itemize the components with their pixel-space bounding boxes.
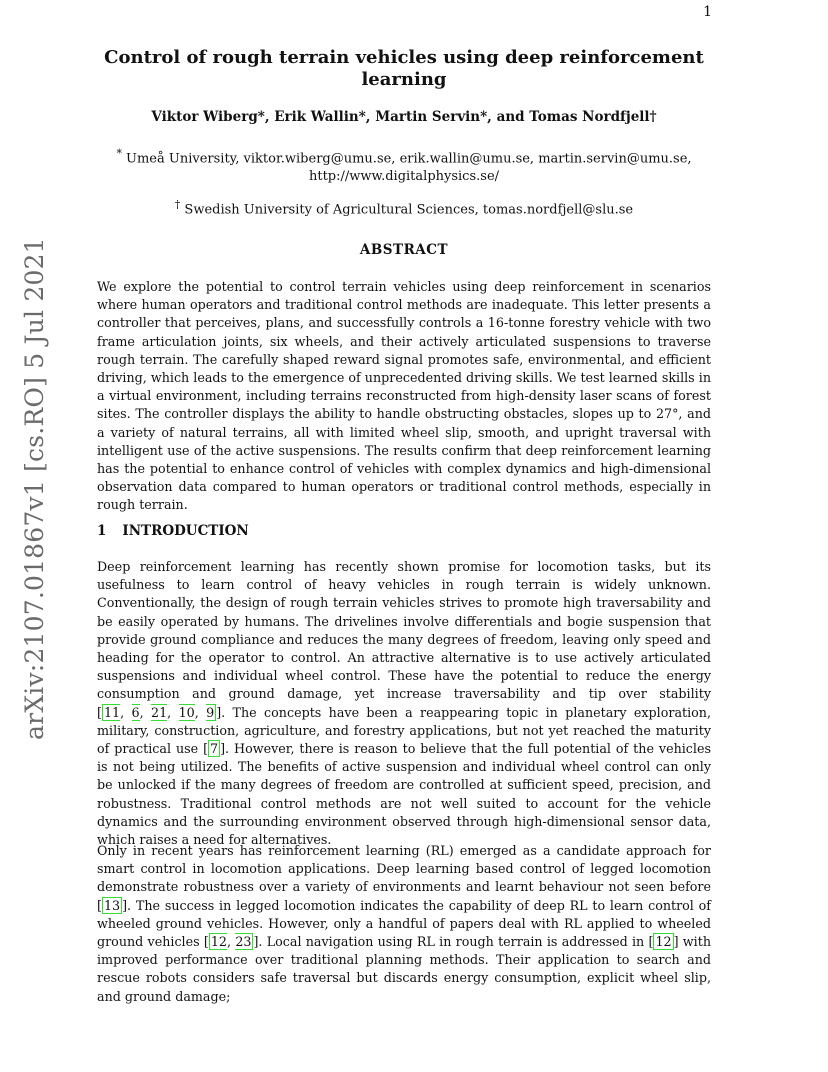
intro-paragraph-1: Deep reinforcement learning has recently shown promise for locomotion tasks, but its usefulness to learn control of heavy vehicles in rough terrain is widely unknown. Conventionally, the design of rough terrain vehicles strives to promote high traversability and be easily operated by humans. The drivelines involve differentials and bogie suspension that provide ground compliance and reduces the many degrees of freedom, leaving only speed and heading for the operator to control. An attractive alternative is to use actively articulated suspensions and individual wheel control. These have the potential to reduce the energy consumption and ground damage, yet increase traversability and tip over stability [ 11, 6, 21, 10, 9 ]. The concepts have been a reappearing topic in planetary exploration, military, construction, agriculture, and forestry applications, but not yet reached the maturity of practical use [ 7 ]. However, there is reason to believe that the full potential of the vehicles is not being utilized. The benefits of active suspension and individual wheel control can only be unlocked if the many degrees of freedom are controlled at sufficient speed, precision, and robustness. Traditional control methods are not well suited to account for the vehicle dynamics and the surrounding environment observed through high-dimensional sensor data, which raises a need for alternatives. [97,559,712,848]
paragraph-text: ]. The concepts have been a reappearing topic in planetary exploration, military, construction, agriculture, and forestry applications, but not yet reached the maturity of practical use [ [97,704,712,757]
citation-link[interactable]: 23 [235,934,252,950]
paragraph-text: ]. However, there is reason to believe that the full potential of the vehicles is not being utilized. The benefits of active suspension and individual wheel control can only be unlocked if the many degrees of freedom are controlled at sufficient speed, precision, and robustness. Traditional control methods are not well suited to account for the vehicle dynamics and the surrounding environment observed through high-dimensional sensor data, which raises a need for alternatives. [97,741,711,848]
paragraph-text: ]. Local navigation using RL in rough terrain is addressed in [ [253,934,654,950]
affiliation-slu [96,196,712,219]
affiliation-url: http://www.digitalphysics.se/ [308,169,500,185]
paragraph-text: Only in recent years has reinforcement learning (RL) emerged as a candidate approach for smart control in locomotion applications. Deep learning based control of legged locomotion demonstrate robustness over a variety of environments and learnt behaviour not seen before [ [97,843,711,913]
citation-link[interactable]: 12 [655,934,672,950]
section-heading [97,523,249,539]
paragraph-text: Deep reinforcement learning has recently shown promise for locomotion tasks, but its usefulness to learn control of heavy vehicles in rough terrain is widely unknown. Conventionally, the design of rough terrain vehicles strives to promote high traversability and be easily operated by humans. The drivelines involve differentials and bogie suspension that provide ground compliance and reduces the many degrees of freedom, leaving only speed and heading for the operator to control. An attractive alternative is to use actively articulated suspensions and individual wheel control. These have the potential to reduce the energy consumption and ground damage, yet increase traversability and tip over stability [ [97,559,711,720]
citation-link[interactable]: 7 [210,741,219,757]
paragraph-text: ] with improved performance over traditional planning methods. Their application to search and rescue robots considers safe traversal but discards energy consumption, explicit wheel slip, and ground damage; [97,934,711,1004]
citation-link[interactable]: 12 [210,934,228,950]
arxiv-identifier: arXiv:2107.01867v1 [cs.RO] 5 Jul 2021 [20,237,49,740]
abstract-text: We explore the potential to control terrain vehicles using deep reinforcement in scenarios where human operators and traditional control methods are inadequate. This letter presents a controller that perceives, plans, and successfully controls a 16-tonne forestry vehicle with two frame articulation joints, six wheels, and their actively articulated suspensions to traverse rough terrain. The carefully shaped reward signal promotes safe, environmental, and efficient driving, which leads to the emergence of unprecedented driving skills. We test learned skills in a virtual environment, including terrains reconstructed from high-density laser scans of forest sites. The controller displays the ability to handle obstructing obstacles, slopes up to 27°, and a variety of natural terrains, all with limited wheel slip, smooth, and upright traversal with intelligent use of the active suspensions. The results confirm that deep reinforcement learning has the potential to enhance control of vehicles with complex dynamics and high-dimensional observation data compared to human operators or traditional control methods, especially in rough terrain. [97,279,711,513]
page-number: 1 [703,4,712,20]
section-number: 1 [97,523,107,539]
citation-link[interactable]: 21 [151,704,168,720]
citation-link[interactable]: 11 [103,704,121,720]
citation-link[interactable]: 13 [103,897,121,913]
affiliation-text: Umeå University, viktor.wiberg@umu.se, erik.wallin@umu.se, martin.servin@umu.se, [126,151,692,167]
paper-title: Control of rough terrain vehicles using deep reinforcement learning [104,47,704,90]
affiliation-umea [96,145,712,186]
intro-paragraph-2: Only in recent years has reinforcement learning (RL) emerged as a candidate approach for smart control in locomotion applications. Deep learning based control of legged locomotion demonstrate robustness over a variety of environments and learnt behaviour not seen before [ 13 ]. The success in legged locomotion indicates the capability of deep RL to learn control of wheeled ground vehicles. However, only a handful of papers deal with RL applied to wheeled ground vehicles [ 12, 23 ]. Local navigation using RL in rough terrain is addressed in [ 12 ] with improved performance over traditional planning methods. Their application to search and rescue robots considers safe traversal but discards energy consumption, explicit wheel slip, and ground damage; [97,843,711,1004]
affiliation-text: Swedish University of Agricultural Sciences, tomas.nordfjell@slu.se [184,202,634,218]
affiliation-mark: * [116,147,122,160]
affiliation-mark: † [174,198,181,211]
citation-link[interactable]: 9 [206,704,215,720]
citation-link[interactable]: 10 [178,704,195,720]
section-title: INTRODUCTION [122,523,249,539]
author-list: Viktor Wiberg*, Erik Wallin*, Martin Servin*, and Tomas Nordfjell† [151,109,657,125]
citation-link[interactable]: 6 [131,704,140,720]
abstract-heading: ABSTRACT [359,242,449,258]
paragraph-text: ]. The success in legged locomotion indicates the capability of deep RL to learn control of wheeled ground vehicles. However, only a handful of papers deal with RL applied to wheeled ground vehicles [ [97,897,711,950]
